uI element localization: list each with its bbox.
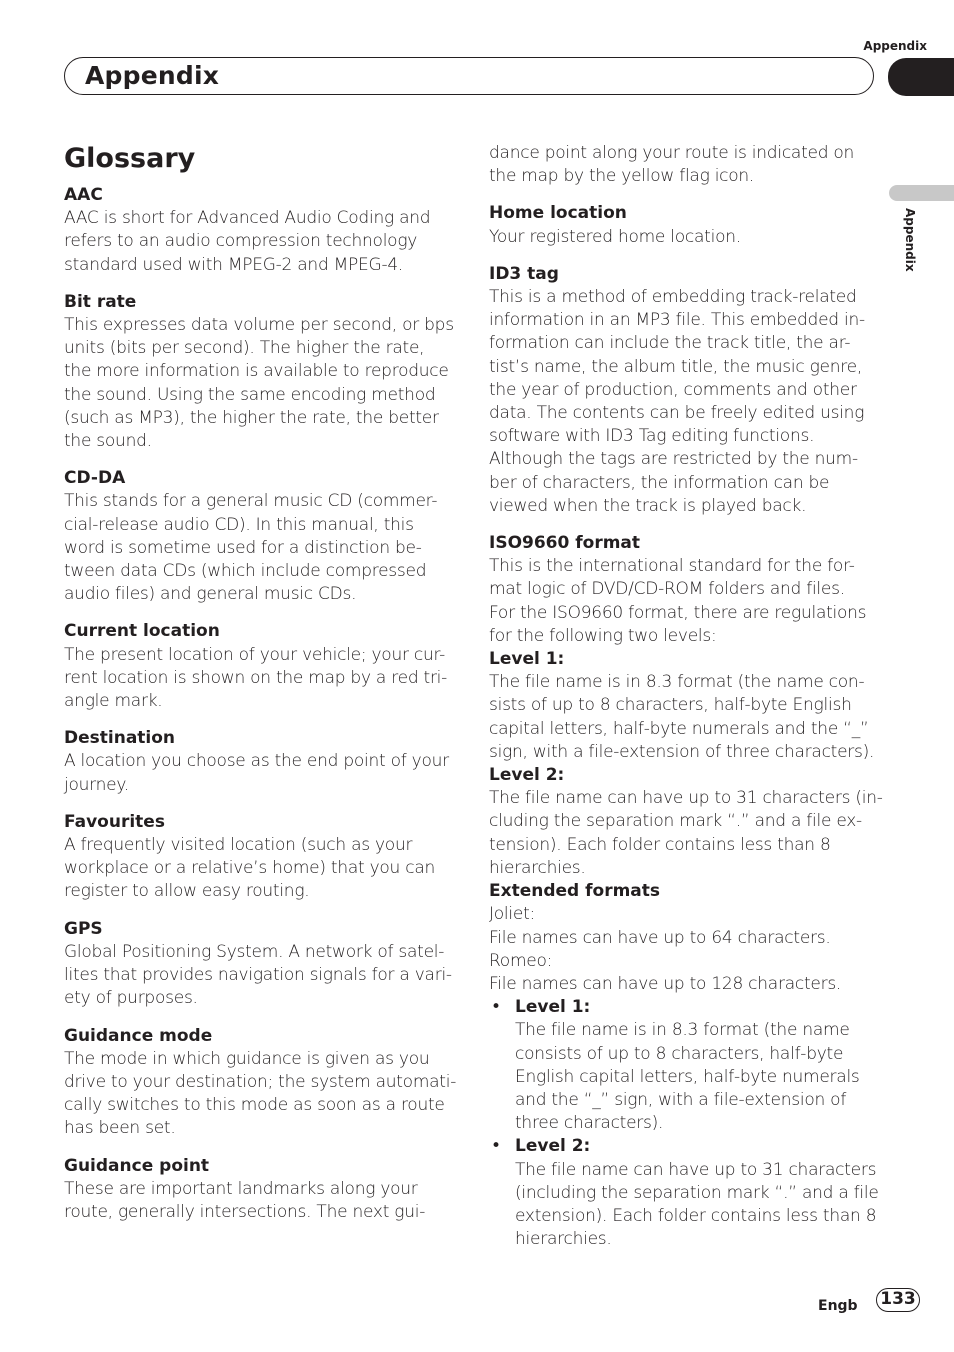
- glossary-entry-gps: [64, 918, 456, 1011]
- iso-level2-label: Level 2:: [489, 765, 565, 786]
- term-gps: GPS: [64, 918, 103, 939]
- section-title: Appendix: [85, 61, 220, 90]
- definition-line: refers to an audio compression technology: [64, 231, 418, 252]
- definition-iso9660: [489, 555, 881, 648]
- bullet-level1-definition: [515, 1019, 881, 1135]
- definition-line: three characters).: [515, 1113, 664, 1134]
- definition-line: consists of up to 8 characters, half-byte: [515, 1043, 844, 1064]
- definition-line: tist’s name, the album title, the music genre,: [489, 356, 862, 377]
- bullet-level2-definition: [515, 1159, 881, 1252]
- definition-line: drive to your destination; the system automati-: [64, 1071, 457, 1092]
- definition-line: ber of characters, the information can be: [489, 472, 830, 493]
- left-column: [64, 143, 456, 1238]
- definition-line: tension). Each folder contains less than 8: [489, 834, 831, 855]
- definition-line: English capital letters, half-byte numerals: [515, 1066, 860, 1087]
- term-guidance-point: Guidance point: [64, 1155, 210, 1176]
- definition-line: standard used with MPEG-2 and MPEG-4.: [64, 254, 404, 275]
- definition-line: This is a method of embedding track-related: [489, 287, 857, 308]
- side-section-label: Appendix: [903, 208, 917, 272]
- definition-line: register to allow easy routing.: [64, 881, 310, 902]
- definition-line: The file name is in 8.3 format (the name con-: [489, 672, 865, 693]
- bullet-icon: •: [491, 1136, 502, 1157]
- definition-favourites: [64, 834, 456, 904]
- definition-line: The file name can have up to 31 characters: [515, 1159, 877, 1180]
- definition-line: lites that provides navigation signals for a vari-: [64, 965, 452, 986]
- glossary-entry-cd-da: [64, 467, 456, 606]
- bullet-icon: •: [491, 997, 502, 1018]
- definition-line: AAC is short for Advanced Audio Coding and: [64, 208, 431, 229]
- definition-line: This stands for a general music CD (commer-: [64, 491, 438, 512]
- definition-line: File names can have up to 128 characters.: [489, 973, 842, 994]
- definition-line: A frequently visited location (such as your: [64, 835, 413, 856]
- definition-line: capital letters, half-byte numerals and the “_”: [489, 718, 869, 739]
- definition-line: cial-release audio CD). In this manual, this: [64, 514, 414, 535]
- definition-line: cluding the separation mark “.” and a file ex-: [489, 811, 862, 832]
- definition-line: for the following two levels:: [489, 625, 717, 646]
- definition-line: Romeo:: [489, 950, 553, 971]
- term-home-location: Home location: [489, 203, 627, 224]
- term-guidance-mode: Guidance mode: [64, 1025, 213, 1046]
- definition-line: The file name is in 8.3 format (the name: [515, 1020, 850, 1041]
- glossary-entry-guidance-mode: [64, 1025, 456, 1141]
- definition-line: hierarchies.: [515, 1229, 612, 1250]
- definition-aac: [64, 207, 456, 277]
- definition-id3-tag: [489, 286, 881, 518]
- definition-line: hierarchies.: [489, 857, 586, 878]
- definition-line: formation can include the track title, the ar-: [489, 333, 851, 354]
- definition-line: the year of production, comments and other: [489, 379, 857, 400]
- definition-line: File names can have up to 64 characters.: [489, 927, 831, 948]
- definition-line: rent location is shown on the map by a red tri-: [64, 667, 448, 688]
- definition-line: extension). Each folder contains less than 8: [515, 1205, 877, 1226]
- term-id3-tag: ID3 tag: [489, 263, 559, 284]
- definition-line: sign, with a file-extension of three characters).: [489, 741, 875, 762]
- definition-line: ety of purposes.: [64, 988, 198, 1009]
- definition-bit-rate: [64, 314, 456, 453]
- glossary-entry-id3-tag: [489, 263, 881, 518]
- definition-line: The mode in which guidance is given as you: [64, 1048, 430, 1069]
- glossary-entry-iso9660: [489, 532, 881, 1251]
- glossary-entry-destination: [64, 727, 456, 797]
- definition-line: the sound. Using the same encoding method: [64, 384, 436, 405]
- definition-line: sists of up to 8 characters, half-byte English: [489, 695, 852, 716]
- definition-line: viewed when the track is played back.: [489, 495, 807, 516]
- iso-extended-formats-definition: [489, 903, 881, 996]
- definition-line: cally switches to this mode as soon as a route: [64, 1095, 445, 1116]
- running-header-label: Appendix: [863, 39, 927, 53]
- section-tab-marker: [888, 58, 954, 96]
- definition-line: The file name can have up to 31 characters (in-: [489, 788, 883, 809]
- definition-line: the sound.: [64, 431, 152, 452]
- iso-extended-formats-label: Extended formats: [489, 881, 661, 902]
- definition-line: tween data CDs (which include compressed: [64, 561, 427, 582]
- right-column: [489, 142, 881, 1265]
- definition-line: audio files) and general music CDs.: [64, 584, 357, 605]
- definition-line: has been set.: [64, 1118, 176, 1139]
- glossary-entry-bit-rate: [64, 291, 456, 453]
- definition-current-location: [64, 644, 456, 714]
- definition-home-location: [489, 226, 881, 249]
- definition-line: mat logic of DVD/CD-ROM folders and files.: [489, 579, 845, 600]
- definition-line: Although the tags are restricted by the num-: [489, 449, 858, 470]
- definition-line: word is sometime used for a distinction be-: [64, 537, 422, 558]
- bullet-item-level1: [489, 996, 881, 1135]
- side-tab-marker: [889, 185, 954, 201]
- definition-line: Global Positioning System. A network of satel-: [64, 941, 445, 962]
- definition-line: Joliet:: [489, 904, 535, 925]
- iso-level1-definition: [489, 671, 881, 764]
- definition-line: data. The contents can be freely edited using: [489, 403, 865, 424]
- definition-line: (such as MP3), the higher the rate, the better: [64, 407, 439, 428]
- definition-line: workplace or a relative’s home) that you can: [64, 858, 436, 879]
- page-number: 133: [876, 1288, 920, 1312]
- glossary-entry-guidance-point: [64, 1155, 456, 1225]
- definition-line: the map by the yellow flag icon.: [489, 166, 755, 187]
- iso-level2-definition: [489, 787, 881, 880]
- definition-line: The present location of your vehicle; your cur-: [64, 644, 446, 665]
- definition-line: These are important landmarks along your: [64, 1178, 418, 1199]
- section-header-bar: [64, 57, 874, 95]
- term-cd-da: CD-DA: [64, 468, 126, 489]
- definition-line: This expresses data volume per second, or bps: [64, 315, 454, 336]
- definition-gps: [64, 941, 456, 1011]
- guidance-point-continuation: [489, 142, 881, 188]
- definition-line: angle mark.: [64, 691, 163, 712]
- definition-guidance-point: [64, 1178, 456, 1224]
- definition-guidance-mode: [64, 1048, 456, 1141]
- bullet-level1-label: Level 1:: [515, 997, 591, 1018]
- bullet-level2-label: Level 2:: [515, 1136, 591, 1157]
- term-favourites: Favourites: [64, 811, 165, 832]
- term-aac: AAC: [64, 185, 103, 205]
- glossary-entry-favourites: [64, 811, 456, 904]
- definition-line: software with ID3 Tag editing functions.: [489, 426, 815, 447]
- definition-line: A location you choose as the end point of your: [64, 751, 449, 772]
- glossary-entry-home-location: [489, 202, 881, 248]
- glossary-entry-aac: [64, 184, 456, 277]
- footer-language-code: Engb: [818, 1298, 858, 1314]
- glossary-entry-current-location: [64, 620, 456, 713]
- definition-line: and the “_” sign, with a file-extension of: [515, 1089, 847, 1110]
- page-title: Glossary: [64, 143, 196, 174]
- term-iso9660: ISO9660 format: [489, 533, 641, 554]
- term-current-location: Current location: [64, 621, 220, 642]
- term-bit-rate: Bit rate: [64, 291, 137, 312]
- definition-line: Your registered home location.: [489, 226, 741, 247]
- definition-line: the more information is available to reproduce: [64, 361, 449, 382]
- definition-guidance-point-continued: [489, 142, 881, 188]
- definition-line: route, generally intersections. The next gui-: [64, 1201, 426, 1222]
- bullet-item-level2: [489, 1135, 881, 1251]
- definition-line: dance point along your route is indicated on: [489, 143, 855, 163]
- definition-line: This is the international standard for the for-: [489, 556, 855, 577]
- definition-line: units (bits per second). The higher the rate,: [64, 338, 425, 359]
- definition-destination: [64, 750, 456, 796]
- definition-line: For the ISO9660 format, there are regulations: [489, 602, 867, 623]
- definition-line: information in an MP3 file. This embedded in-: [489, 310, 865, 331]
- definition-line: journey.: [64, 774, 129, 795]
- definition-cd-da: [64, 490, 456, 606]
- term-destination: Destination: [64, 728, 176, 749]
- iso-level1-label: Level 1:: [489, 649, 565, 670]
- definition-line: (including the separation mark “.” and a file: [515, 1182, 879, 1203]
